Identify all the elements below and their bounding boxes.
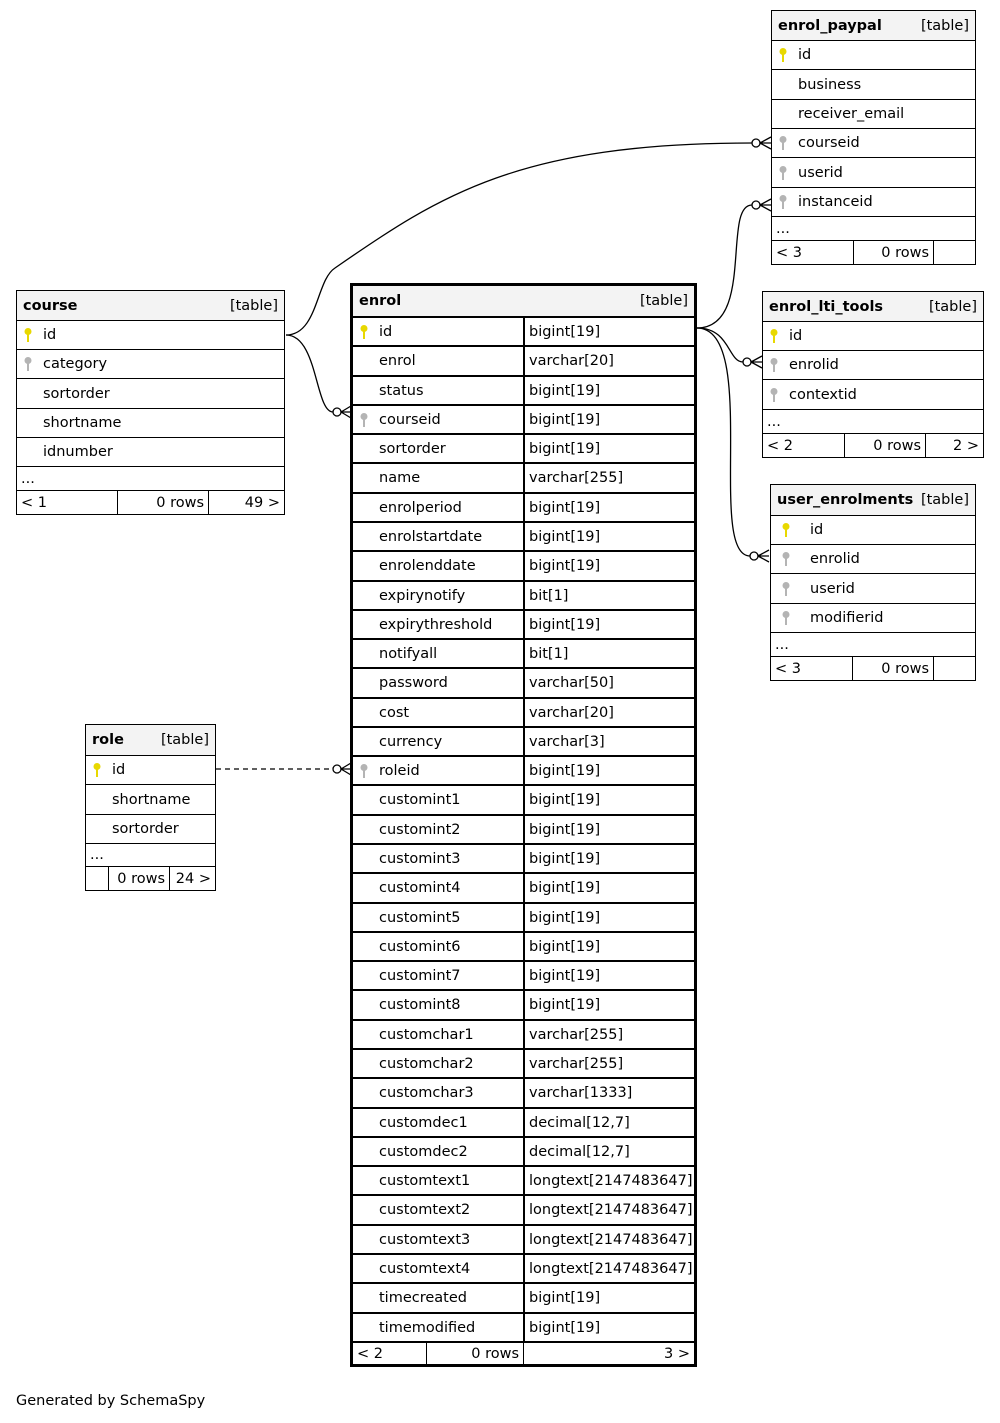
column-row[interactable] [771,603,975,632]
column-type: decimal[12,7] [523,1138,630,1165]
column-row[interactable] [772,69,975,99]
column-type: bigint[19] [523,318,600,345]
column-name: timecreated [379,1290,467,1306]
column-type: varchar[255] [523,464,623,492]
table-course[interactable] [16,290,285,515]
column-row[interactable] [353,550,694,580]
column-type: bigint[19] [523,874,600,902]
generated-by-credit: Generated by SchemaSpy [16,1393,206,1409]
table-type-label: [table] [160,732,209,748]
column-row[interactable] [353,521,694,550]
column-row[interactable] [353,667,694,697]
row-count: 0 rows [426,1343,523,1365]
table-footer [17,490,284,514]
parent-count[interactable]: < 2 [357,1346,383,1362]
more-columns: ... [763,409,983,433]
table-footer [86,866,215,890]
zero-marker [752,201,760,209]
column-row[interactable] [353,960,694,989]
column-row[interactable] [353,492,694,521]
row-count: 0 rows [852,657,933,680]
column-name: enrolid [810,551,860,567]
column-type: varchar[50] [523,669,614,697]
column-name: expirynotify [379,587,466,604]
zero-marker [752,139,760,147]
column-name: notifyall [379,645,438,662]
crowfoot-marker [760,137,771,149]
table-footer [763,433,983,457]
column-type: bigint[19] [523,523,600,550]
primary-key-icon [86,762,108,778]
column-name: instanceid [798,194,873,210]
parent-count[interactable]: < 3 [776,244,802,261]
column-row[interactable] [17,437,284,466]
column-type: bigint[19] [523,377,600,404]
column-name: customint8 [379,997,461,1013]
column-row[interactable] [763,321,983,350]
column-row[interactable] [17,378,284,408]
row-count: 0 rows [117,491,208,514]
column-type: varchar[20] [523,699,614,726]
column-row[interactable] [86,755,215,784]
column-type: longtext[2147483647] [523,1167,692,1194]
column-name: customint5 [379,909,461,926]
column-name: customint2 [379,821,461,838]
more-columns: ... [86,843,215,866]
column-name: contextid [789,386,857,403]
table-name[interactable]: user_enrolments [777,492,914,508]
column-type: bigint[19] [523,1314,600,1341]
relationship-enrol-user-enrolments [697,328,750,556]
column-type: bigint[19] [523,845,600,872]
more-columns: ... [771,632,975,656]
foreign-key-icon [772,165,794,181]
column-type: varchar[255] [523,1021,623,1048]
foreign-key-icon [771,581,801,597]
table-role[interactable] [85,724,216,891]
column-row[interactable] [353,872,694,902]
column-type: bigint[19] [523,552,600,580]
column-name: id [379,323,393,340]
column-type: bigint[19] [523,406,600,433]
column-name: courseid [379,411,441,428]
table-name[interactable]: role [92,732,124,748]
parent-count[interactable]: < 1 [21,494,47,511]
column-name: receiver_email [798,106,905,122]
parent-count[interactable]: < 3 [775,660,801,677]
column-name: customchar2 [379,1055,474,1072]
column-row[interactable] [353,1107,694,1136]
column-type: bit[1] [523,582,568,609]
column-row[interactable] [353,375,694,404]
column-type: longtext[2147483647] [523,1196,692,1224]
column-name: customtext4 [379,1260,471,1277]
column-name: enrolstartdate [379,528,483,545]
column-row[interactable] [353,1019,694,1048]
table-enrol[interactable] [350,283,697,1367]
column-name: id [810,522,824,538]
table-footer [772,240,975,264]
zero-marker [750,552,758,560]
foreign-key-icon [763,387,785,403]
column-row[interactable] [353,1165,694,1194]
more-columns: ... [17,466,284,490]
column-name: customint3 [379,850,461,867]
column-row[interactable] [353,843,694,872]
table-name[interactable]: enrol_lti_tools [769,298,884,315]
column-type: varchar[255] [523,1050,623,1077]
column-name: customchar3 [379,1085,474,1101]
foreign-key-icon [763,357,785,373]
column-row[interactable] [353,1194,694,1224]
column-row[interactable] [353,1282,694,1312]
table-header[interactable] [772,11,975,40]
table-header[interactable] [17,291,284,320]
column-name: id [43,327,57,343]
column-row[interactable] [17,408,284,437]
column-type: bigint[19] [523,816,600,843]
primary-key-icon [772,47,794,63]
column-row[interactable] [17,320,284,349]
parent-count[interactable] [86,867,108,890]
column-row[interactable] [353,755,694,784]
column-row[interactable] [86,814,215,843]
row-count: 0 rows [108,867,169,890]
column-type: bigint[19] [523,991,600,1019]
column-name: customtext1 [379,1172,471,1189]
table-header[interactable] [771,485,975,515]
row-count: 0 rows [844,434,925,457]
column-type: bigint[19] [523,933,600,960]
column-name: business [798,76,862,93]
table-type-label: [table] [928,298,977,315]
column-row[interactable] [772,128,975,157]
column-row[interactable] [353,345,694,375]
child-count[interactable] [933,657,975,680]
column-name: modifierid [810,610,884,626]
table-type-label: [table] [639,293,688,309]
column-row[interactable] [772,157,975,187]
column-name: currency [379,733,443,750]
column-row[interactable] [353,1312,694,1341]
crowfoot-marker [758,550,769,562]
column-name: expirythreshold [379,616,493,633]
column-name: customdec2 [379,1143,468,1160]
table-header[interactable] [763,292,983,321]
column-row[interactable] [353,462,694,492]
column-name: cost [379,704,410,721]
column-name: customtext2 [379,1202,471,1218]
column-row[interactable] [353,989,694,1019]
table-header[interactable] [86,725,215,755]
column-type: bigint[19] [523,435,600,462]
table-name[interactable]: enrol [359,293,402,309]
column-row[interactable] [771,544,975,573]
table-footer [771,656,975,680]
column-row[interactable] [353,433,694,462]
crowfoot-marker [751,356,762,368]
relationship-enrol-enrol-lti-tools [697,328,743,362]
column-type: bigint[19] [523,962,600,989]
column-name: userid [810,580,855,597]
column-name: courseid [798,135,860,151]
column-name: category [43,356,108,372]
zero-marker [333,765,341,773]
column-name: customint1 [379,792,461,808]
column-type: varchar[20] [523,347,614,375]
foreign-key-icon [772,135,794,151]
child-count[interactable]: 24 > [169,867,215,890]
column-row[interactable] [353,609,694,638]
column-row[interactable] [772,99,975,128]
table-user-enrolments[interactable] [770,484,976,681]
column-row[interactable] [763,350,983,379]
column-row[interactable] [353,1077,694,1107]
child-count[interactable]: 2 > [925,434,983,457]
column-row[interactable] [353,726,694,755]
column-name: idnumber [43,444,113,460]
column-type: bigint[19] [523,1284,600,1312]
column-name: enrolid [789,357,839,373]
foreign-key-icon [353,763,375,779]
table-enrol-paypal[interactable] [771,10,976,265]
table-enrol-lti-tools[interactable] [762,291,984,458]
primary-key-icon [771,522,801,538]
column-name: password [379,675,448,691]
more-columns: ... [772,216,975,240]
column-row[interactable] [772,40,975,69]
column-type: bigint[19] [523,757,600,784]
column-row[interactable] [353,1224,694,1253]
column-name: id [798,47,812,63]
column-name: customint7 [379,967,461,984]
relationship-enrol-enrol-paypal [697,205,752,328]
column-row[interactable] [353,1048,694,1077]
column-row[interactable] [353,316,694,345]
table-type-label: [table] [920,17,969,34]
column-row[interactable] [771,515,975,544]
column-name: sortorder [379,440,446,457]
primary-key-icon [17,327,39,343]
column-row[interactable] [353,697,694,726]
parent-count[interactable]: < 2 [767,437,793,454]
child-count[interactable] [933,241,975,264]
column-name: userid [798,164,843,181]
foreign-key-icon [353,412,375,428]
column-row[interactable] [763,379,983,409]
column-type: bigint[19] [523,904,600,931]
column-row[interactable] [772,187,975,216]
crowfoot-marker [760,199,771,211]
relationship-course-enrol [286,335,333,412]
column-name: sortorder [112,821,179,837]
column-type: varchar[1333] [523,1079,632,1107]
column-name: timemodified [379,1319,476,1336]
foreign-key-icon [772,194,794,210]
column-type: varchar[3] [523,728,605,755]
column-name: status [379,382,424,399]
foreign-key-icon [17,356,39,372]
column-name: id [112,762,126,778]
column-type: bigint[19] [523,611,600,638]
column-name: shortname [43,415,122,431]
column-name: customint4 [379,880,461,896]
column-row[interactable] [353,1253,694,1282]
foreign-key-icon [771,610,801,626]
zero-marker [743,358,751,366]
column-row[interactable] [353,404,694,433]
column-row[interactable] [353,638,694,667]
column-row[interactable] [86,784,215,814]
column-type: longtext[2147483647] [523,1255,692,1282]
column-name: customint6 [379,938,461,955]
zero-marker [333,408,341,416]
column-name: customchar1 [379,1026,474,1043]
column-name: enrolperiod [379,499,462,516]
column-name: enrol [379,353,416,369]
child-count[interactable]: 49 > [208,491,284,514]
table-name[interactable]: enrol_paypal [778,17,882,34]
column-type: bigint[19] [523,786,600,814]
column-type: bigint[19] [523,494,600,521]
column-name: name [379,470,421,486]
column-row[interactable] [353,814,694,843]
column-name: roleid [379,762,420,779]
primary-key-icon [353,324,375,340]
column-row[interactable] [771,573,975,603]
column-type: bit[1] [523,640,568,667]
table-header[interactable] [353,286,694,316]
column-row[interactable] [353,784,694,814]
column-name: shortname [112,791,191,808]
column-row[interactable] [17,349,284,378]
column-type: decimal[12,7] [523,1109,630,1136]
column-type: longtext[2147483647] [523,1226,692,1253]
column-row[interactable] [353,580,694,609]
column-name: customtext3 [379,1231,471,1248]
table-type-label: [table] [229,297,278,314]
column-row[interactable] [353,902,694,931]
foreign-key-icon [771,551,801,567]
column-name: customdec1 [379,1114,468,1131]
column-row[interactable] [353,1136,694,1165]
table-footer [353,1341,694,1365]
row-count: 0 rows [853,241,933,264]
column-name: enrolenddate [379,558,476,574]
child-count[interactable]: 3 > [523,1343,694,1365]
primary-key-icon [763,328,785,344]
column-name: sortorder [43,385,110,402]
column-name: id [789,328,803,344]
table-type-label: [table] [920,492,969,508]
column-row[interactable] [353,931,694,960]
table-name[interactable]: course [23,297,78,314]
